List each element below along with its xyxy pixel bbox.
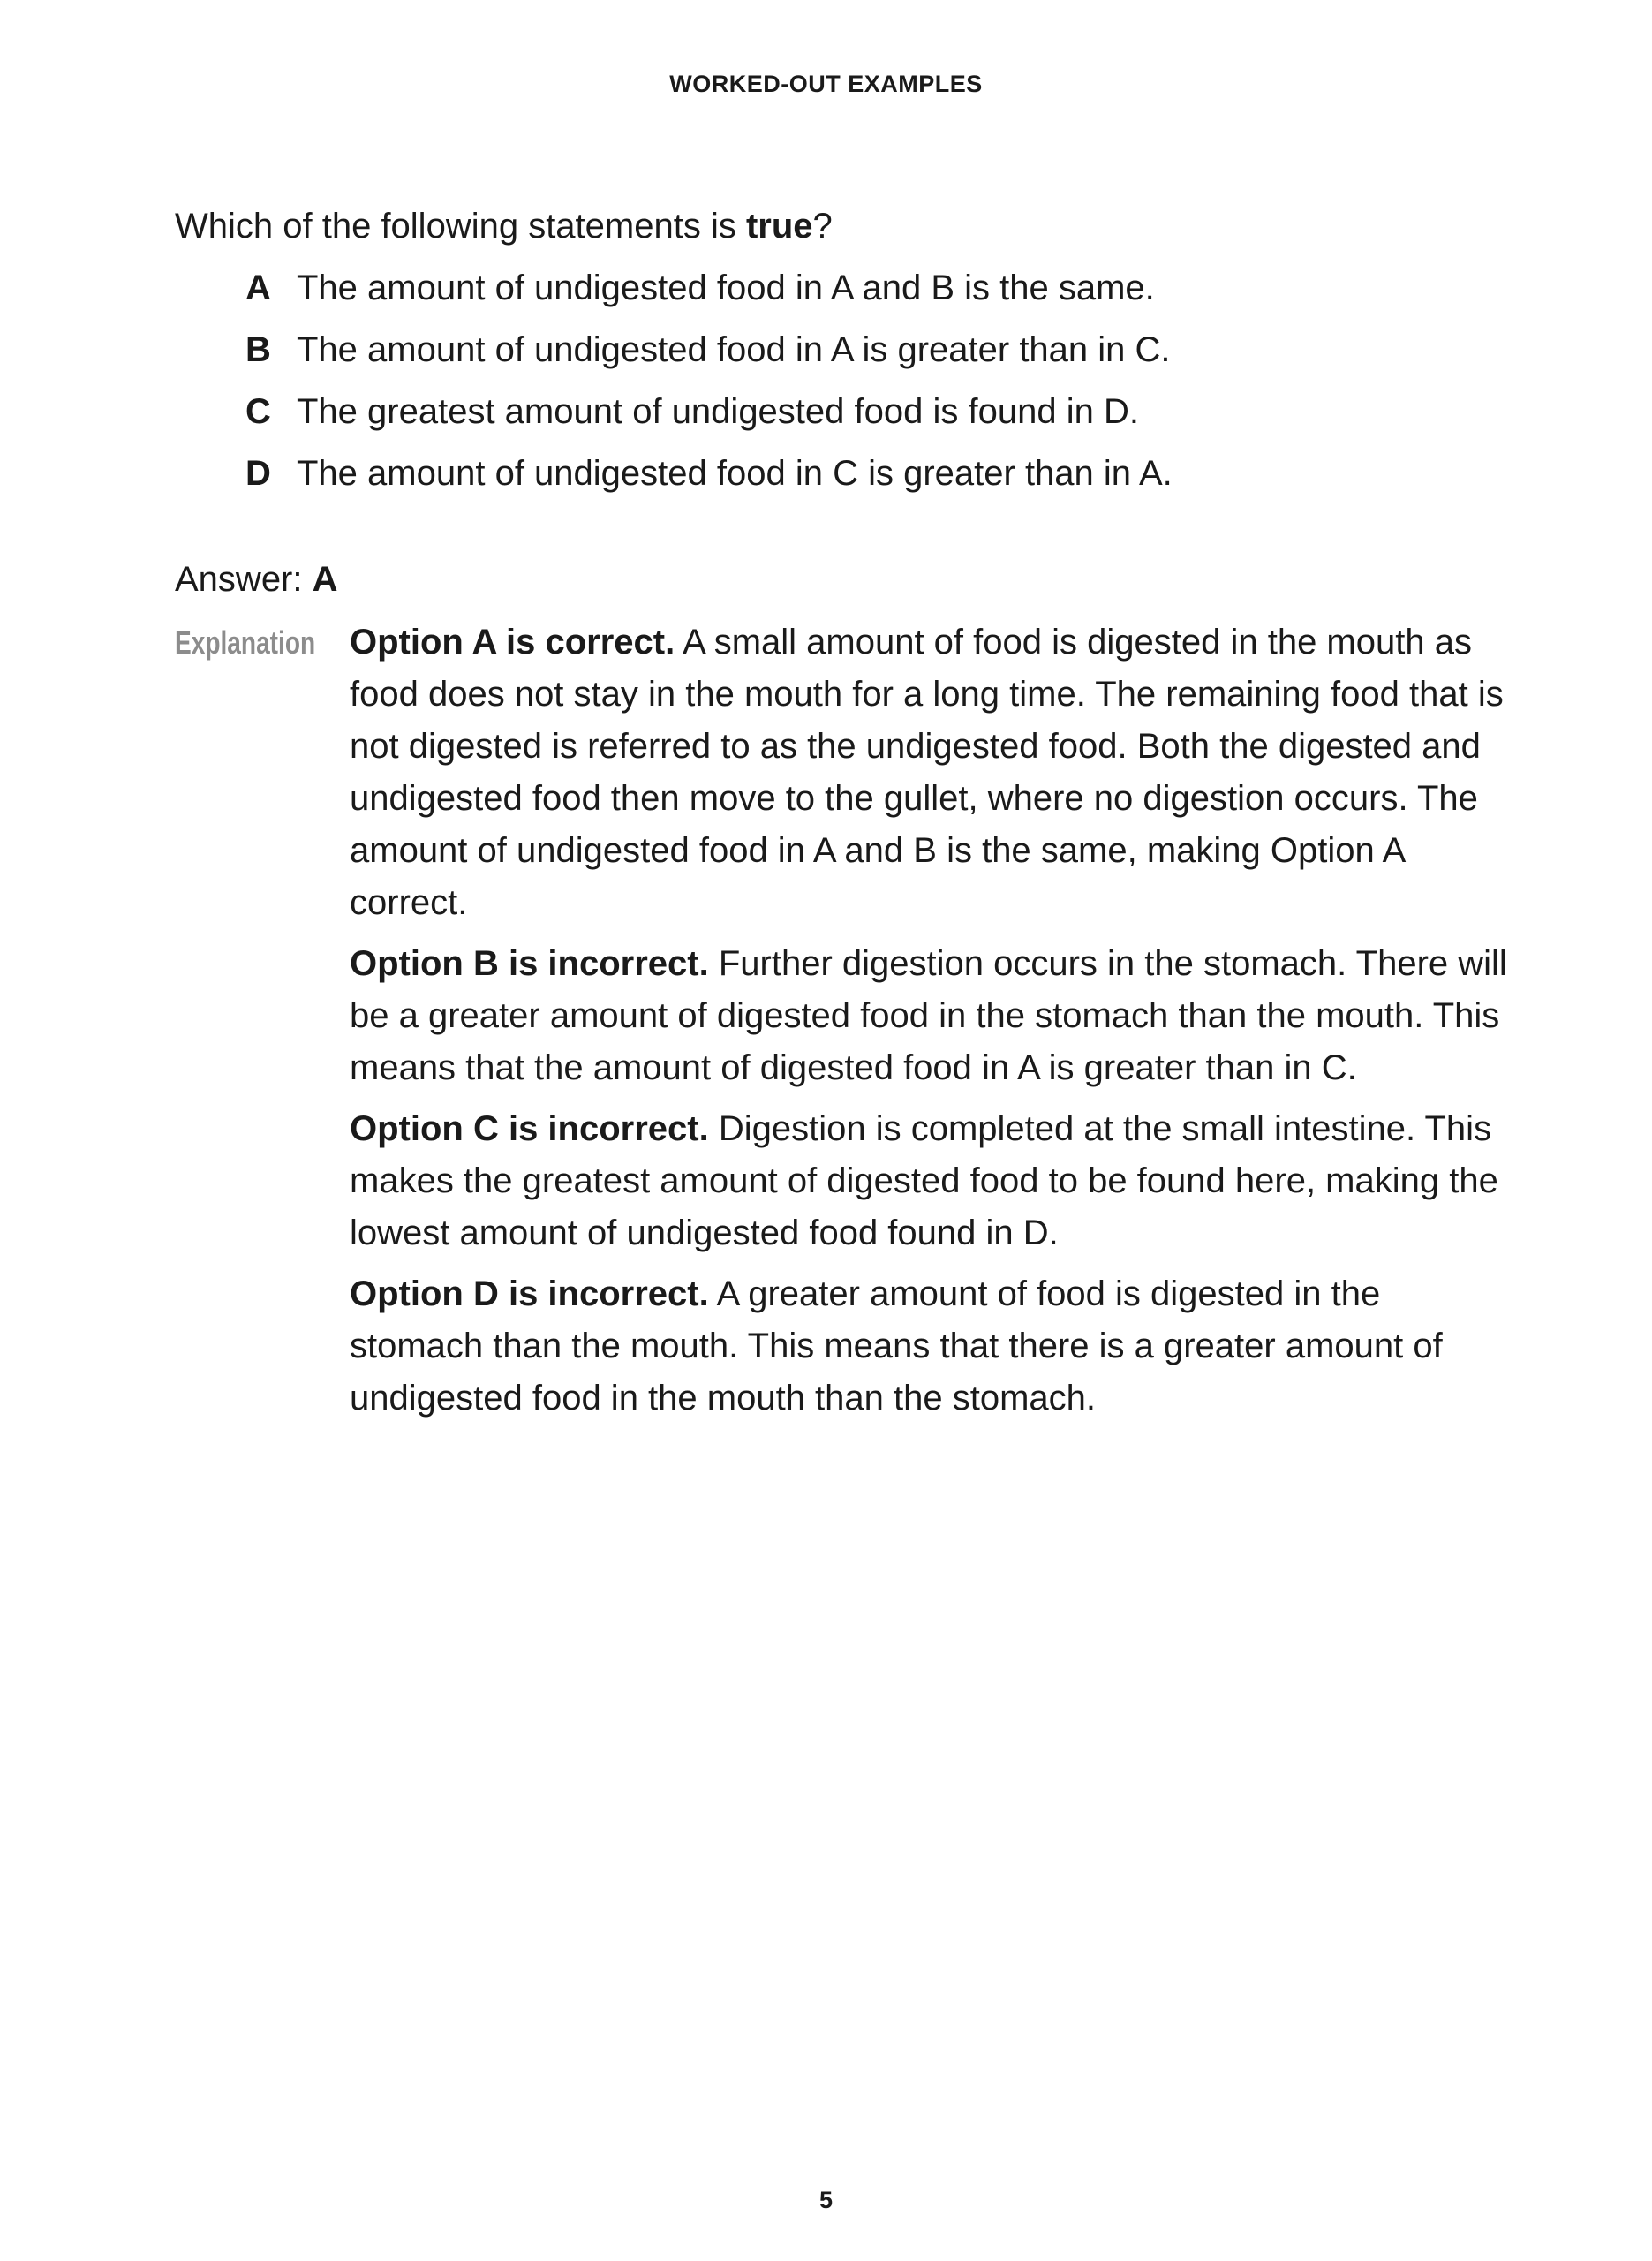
explanation-paragraph-a [350,616,1515,929]
explanation-text: A greater amount of food is digested in the stomach than the mouth. This means that there is a greater amount of undigested food in the mouth than the stomach. [350,1274,1443,1418]
running-header: WORKED-OUT EXAMPLES [669,71,983,97]
option-letter: A [245,268,271,307]
option-letter: C [245,392,271,431]
explanation-text: A small amount of food is digested in the mouth as food does not stay in the mouth for a long time. The remaining food that is not digested is referred to as the undigested food. Both the digested and undigested food then move to the gullet, where no digestion occurs. The amount of undigested food in A and B is the same, making Option A correct. [350,623,1504,922]
answer-value: A [312,560,338,599]
option-c [245,385,1570,447]
explanation-paragraph-d [350,1268,1515,1425]
explanation-text: Digestion is completed at the small intestine. This makes the greatest amount of digested food to be found here, making the lowest amount of undigested food found in D. [350,1109,1498,1252]
explanation-text: Further digestion occurs in the stomach. There will be a greater amount of digested food in the stomach than the mouth. This means that the amount of digested food in A is greater than in C. [350,944,1507,1087]
option-letter: D [245,454,271,493]
question-suffix: ? [812,207,833,246]
options-list [245,261,1570,509]
explanation-paragraph-c [350,1103,1515,1259]
option-text: The amount of undigested food in A is greater than in C. [297,330,1171,369]
explanation-heading: Option C is incorrect. [350,1109,709,1148]
question-stem [175,200,1499,253]
page-number: 5 [818,2187,834,2213]
option-text: The amount of undigested food in C is greater than in A. [297,454,1173,493]
question-emphasis: true [745,207,813,246]
explanation-heading: Option A is correct. [350,623,675,662]
explanation-label: Explanation [175,624,316,661]
option-a [245,261,1570,323]
explanation-heading: Option B is incorrect. [350,944,709,983]
option-letter: B [245,330,271,369]
explanation-body [350,616,1515,1433]
answer-label: Answer: [175,560,313,599]
option-text: The amount of undigested food in A and B is the same. [297,268,1155,307]
option-b [245,323,1570,385]
explanation-heading: Option D is incorrect. [350,1274,709,1313]
question-prefix: Which of the following statements is [175,207,746,246]
option-d [245,447,1570,509]
explanation-paragraph-b [350,938,1515,1094]
option-text: The greatest amount of undigested food is found in D. [297,392,1139,431]
answer [175,553,338,606]
